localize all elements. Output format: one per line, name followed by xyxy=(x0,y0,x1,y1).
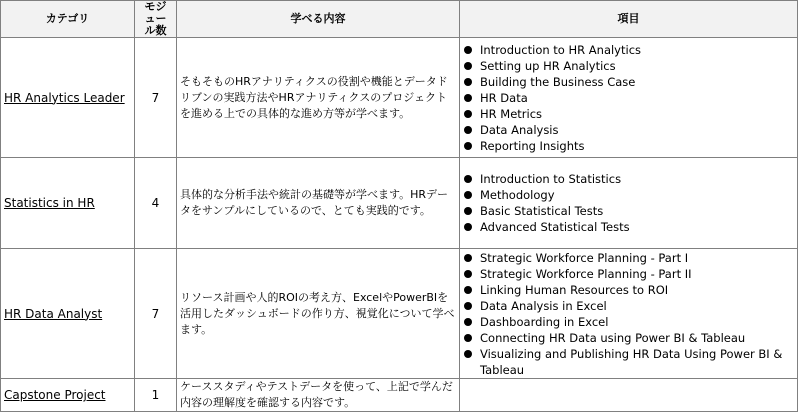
list-item xyxy=(464,187,797,203)
bullet-icon xyxy=(464,191,472,199)
list-item xyxy=(464,346,797,378)
item-label: Basic Statistical Tests xyxy=(480,204,604,218)
item-list xyxy=(464,42,797,154)
list-item xyxy=(464,203,797,219)
header-category: カテゴリ xyxy=(1,1,135,38)
item-label: Strategic Workforce Planning - Part II xyxy=(480,266,692,281)
items-cell xyxy=(460,38,798,158)
bullet-icon xyxy=(464,334,472,342)
item-label: Data Analysis in Excel xyxy=(480,298,607,313)
bullet-icon xyxy=(464,223,472,231)
list-item xyxy=(464,122,797,138)
category-cell xyxy=(1,379,135,412)
category-cell xyxy=(1,38,135,158)
bullet-icon xyxy=(464,350,472,358)
bullet-icon xyxy=(464,270,472,278)
description-cell: 具体的な分析手法や統計の基礎等が学べます。HRデータをサンプルにしているので、とても実践的です。 xyxy=(177,158,460,249)
item-label: Dashboarding in Excel xyxy=(480,314,609,329)
module-count: 4 xyxy=(135,158,177,249)
bullet-icon xyxy=(464,286,472,294)
category-cell xyxy=(1,249,135,379)
item-label: Connecting HR Data using Power BI & Tableau xyxy=(480,330,746,345)
table-row xyxy=(1,379,798,412)
category-cell xyxy=(1,158,135,249)
item-label: Introduction to HR Analytics xyxy=(480,42,642,57)
table-row xyxy=(1,158,798,249)
item-label: Data Analysis xyxy=(480,122,559,137)
item-list xyxy=(464,250,797,378)
bullet-icon xyxy=(464,110,472,118)
list-item xyxy=(464,138,797,154)
bullet-icon xyxy=(464,254,472,262)
item-label: Methodology xyxy=(480,188,555,202)
bullet-icon xyxy=(464,94,472,102)
bullet-icon xyxy=(464,207,472,215)
list-item xyxy=(464,42,797,58)
item-label: Strategic Workforce Planning - Part I xyxy=(480,250,689,265)
list-item xyxy=(464,171,797,187)
list-item xyxy=(464,250,797,266)
list-item xyxy=(464,282,797,298)
table-row xyxy=(1,38,798,158)
bullet-icon xyxy=(464,78,472,86)
header-content: 学べる内容 xyxy=(177,1,460,38)
category-link[interactable]: Capstone Project xyxy=(4,388,106,402)
list-item xyxy=(464,219,797,235)
item-label: Advanced Statistical Tests xyxy=(480,220,630,234)
list-item xyxy=(464,74,797,90)
category-link[interactable]: HR Data Analyst xyxy=(4,306,103,321)
description-cell: ケーススタディやテストデータを使って、上記で学んだ内容の理解度を確認する内容です。 xyxy=(177,379,460,412)
list-item xyxy=(464,90,797,106)
list-item xyxy=(464,106,797,122)
item-label: HR Data xyxy=(480,90,528,105)
bullet-icon xyxy=(464,62,472,70)
list-item xyxy=(464,58,797,74)
item-label: Introduction to Statistics xyxy=(480,172,622,186)
module-count: 7 xyxy=(135,38,177,158)
items-cell xyxy=(460,379,798,412)
items-cell xyxy=(460,249,798,379)
description-cell: リソース計画や人的ROIの考え方、ExcelやPowerBIを活用したダッシュボードの作り方、視覚化について学べます。 xyxy=(177,249,460,379)
bullet-icon xyxy=(464,318,472,326)
category-link[interactable]: Statistics in HR xyxy=(4,196,95,210)
bullet-icon xyxy=(464,46,472,54)
header-modules: モジュール数 xyxy=(135,1,177,38)
description-cell: そもそものHRアナリティクスの役割や機能とデータドリブンの実践方法やHRアナリティクスのプロジェクトを進める上での具体的な進め方等が学べます。 xyxy=(177,38,460,158)
table-row xyxy=(1,249,798,379)
items-cell xyxy=(460,158,798,249)
bullet-icon xyxy=(464,175,472,183)
list-item xyxy=(464,314,797,330)
bullet-icon xyxy=(464,142,472,150)
item-list xyxy=(464,171,797,235)
list-item xyxy=(464,298,797,314)
item-label: Linking Human Resources to ROI xyxy=(480,282,669,297)
header-row xyxy=(1,1,798,38)
item-label: HR Metrics xyxy=(480,106,543,121)
bullet-icon xyxy=(464,302,472,310)
category-link[interactable]: HR Analytics Leader xyxy=(4,90,125,105)
item-label: Reporting Insights xyxy=(480,138,585,153)
item-label: Setting up HR Analytics xyxy=(480,58,616,73)
list-item xyxy=(464,266,797,282)
bullet-icon xyxy=(464,126,472,134)
list-item xyxy=(464,330,797,346)
module-count: 7 xyxy=(135,249,177,379)
item-label: Visualizing and Publishing HR Data Using Power BI & Tableau xyxy=(480,346,783,377)
module-count: 1 xyxy=(135,379,177,412)
header-items: 項目 xyxy=(460,1,798,38)
item-label: Building the Business Case xyxy=(480,74,636,89)
